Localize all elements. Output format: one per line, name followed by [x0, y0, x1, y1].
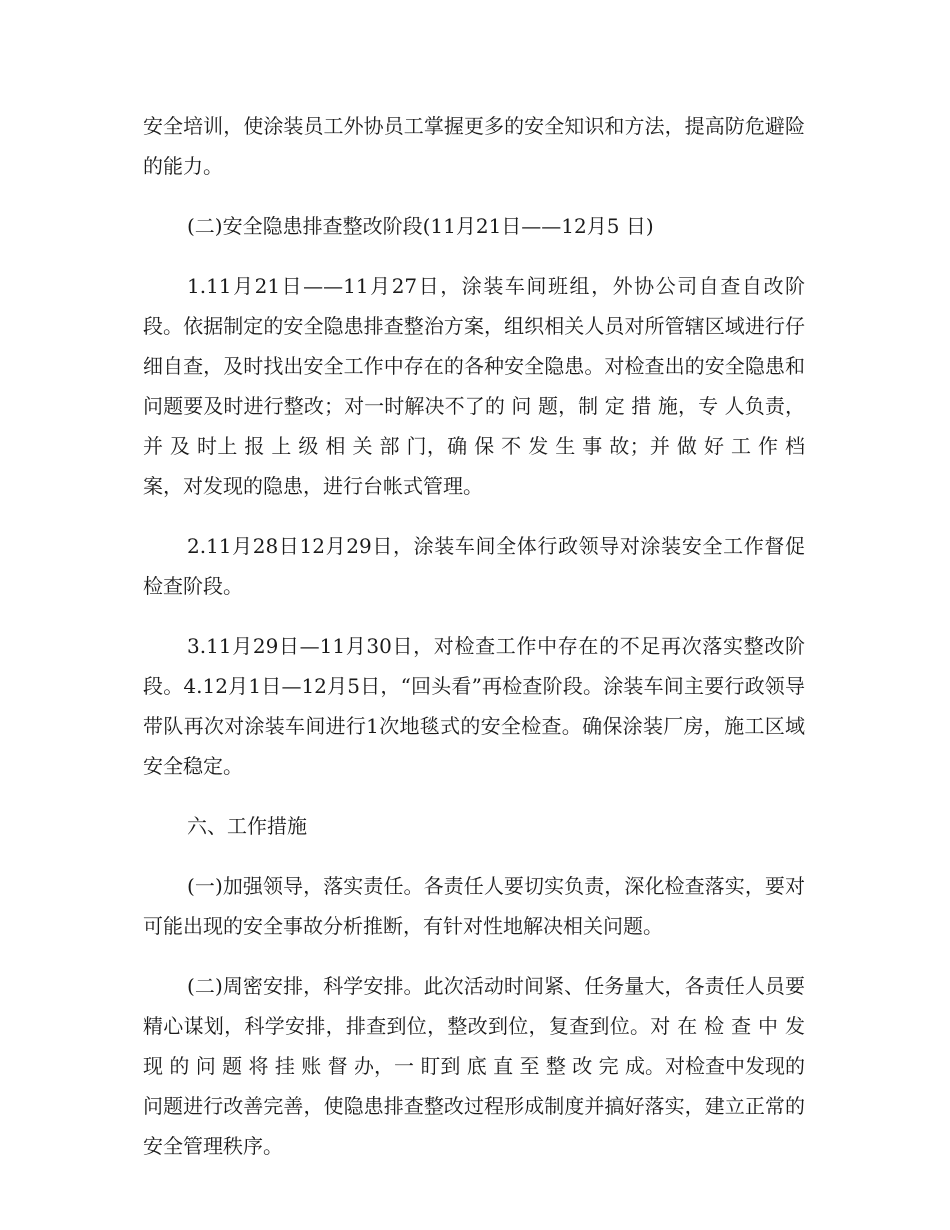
section-heading-hazard-rectification-stage: (二)安全隐患排查整改阶段(11月21日——12月5 日): [187, 214, 654, 238]
paragraph-measure-2-arrangement: (二)周密安排，科学安排。此次活动时间紧、任务量大，各责任人员要精心谋划，科学安排，排查到位，整改到位，复查到位。对 在 检 查 中 发 现 的 问 题 将 挂 账 督 办，一 盯到 底 直 至 整 改 完 成。对检查中发现的问题进行改善完善，使隐患排查整改过程形成制度并搞好落实，建立正常的安全管理秩序。: [143, 974, 805, 1158]
paragraph-stage-2-supervision: 2.11月28日12月29日，涂装车间全体行政领导对涂装安全工作督促检查阶段。: [143, 534, 805, 598]
paragraph-measure-1-leadership: (一)加强领导，落实责任。各责任人要切实负责，深化检查落实，要对可能出现的安全事故分析推断，有针对性地解决相关问题。: [143, 874, 805, 938]
paragraph-stage-3-4-review: 3.11月29日—11月30日，对检查工作中存在的不足再次落实整改阶段。4.12月1日—12月5日，“回头看”再检查阶段。涂装车间主要行政领导带队再次对涂装车间进行1次地毯式的安全检查。确保涂装厂房，施工区域安全稳定。: [143, 634, 805, 778]
paragraph-stage-1-self-inspection: 1.11月21日——11月27日，涂装车间班组，外协公司自查自改阶段。依据制定的安全隐患排查整治方案，组织相关人员对所管辖区域进行仔细自查，及时找出安全工作中存在的各种安全隐患。对检查出的安全隐患和问题要及时进行整改；对一时解决不了的 问 题，制 定 措 施，专 人负责，并 及 时上 报 上 级 相 关 部 门，确 保 不 发 生 事 故；并 做 好 工 作 档 案，对发现的隐患，进行台帐式管理。: [143, 274, 805, 498]
section-heading-work-measures: 六、工作措施: [187, 814, 307, 838]
paragraph-safety-training-continued: 安全培训，使涂装员工外协员工掌握更多的安全知识和方法，提高防危避险的能力。: [143, 114, 805, 178]
document-body: [143, 106, 805, 1186]
